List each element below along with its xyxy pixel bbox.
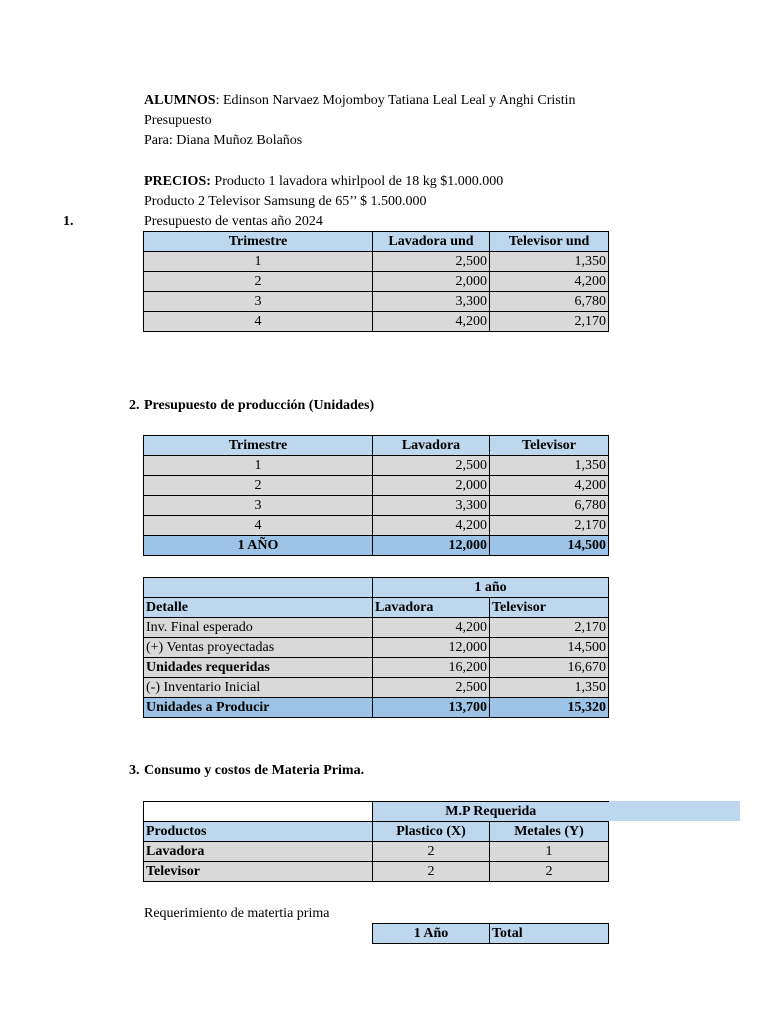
table-cell: 3,300	[373, 496, 490, 516]
section2-number: 2.	[129, 398, 140, 413]
table-cell: 2,170	[490, 618, 609, 638]
table-cell: 1	[490, 842, 609, 862]
raw-material-table	[143, 801, 609, 882]
total-cell: 14,500	[490, 536, 609, 556]
table-total-row	[144, 536, 609, 556]
table-cell: 4,200	[373, 312, 490, 332]
group-header: M.P Requerida	[373, 802, 609, 822]
table-cell: 2	[490, 862, 609, 882]
table-cell: 16,200	[373, 658, 490, 678]
column-header: Total	[490, 924, 609, 944]
column-header: Trimestre	[144, 232, 373, 252]
column-header: Productos	[144, 822, 373, 842]
section1-title: Presupuesto de ventas año 2024	[144, 214, 323, 229]
table-cell: 2,500	[373, 678, 490, 698]
table-cell: 1	[144, 252, 373, 272]
table-cell: 1,350	[490, 678, 609, 698]
table-header-row	[373, 924, 609, 944]
section1-number: 1.	[63, 214, 74, 229]
producto1-text: Producto 1 lavadora whirlpool de 18 kg $1.000.000	[210, 174, 504, 189]
column-header: 1 Año	[373, 924, 490, 944]
units-to-produce-table	[143, 577, 609, 718]
table-row	[144, 456, 609, 476]
document-subtitle: Presupuesto	[144, 113, 212, 128]
total-cell: 12,000	[373, 536, 490, 556]
column-header: Trimestre	[144, 436, 373, 456]
section2-title: Presupuesto de producción (Unidades)	[144, 398, 375, 413]
precios-label: PRECIOS:	[144, 174, 211, 189]
column-header: Televisor	[490, 598, 609, 618]
table-row	[144, 842, 609, 862]
table-cell: 1,350	[490, 252, 609, 272]
table-cell: Lavadora	[144, 842, 373, 862]
table-cell: 12,000	[373, 638, 490, 658]
table-cell: 2,000	[373, 476, 490, 496]
column-header: Lavadora	[373, 598, 490, 618]
table-row	[144, 516, 609, 536]
requerimiento-text: Requerimiento de matertia prima	[144, 906, 330, 921]
period-header: 1 año	[373, 578, 609, 598]
empty-cell	[144, 802, 373, 822]
sales-budget-table	[143, 231, 609, 332]
table-cell: 6,780	[490, 292, 609, 312]
column-header: Televisor und	[490, 232, 609, 252]
table-row	[144, 272, 609, 292]
table-cell: 16,670	[490, 658, 609, 678]
table-cell: 2,500	[373, 252, 490, 272]
total-label: Unidades a Producir	[144, 698, 373, 718]
table-cell: 2	[144, 476, 373, 496]
table-cell: 2	[373, 842, 490, 862]
table-cell: 4	[144, 516, 373, 536]
table-cell: 3,300	[373, 292, 490, 312]
table-cell: 2	[373, 862, 490, 882]
table-row	[144, 496, 609, 516]
table-cell: 1	[144, 456, 373, 476]
table-total-row	[144, 698, 609, 718]
table-header-row	[144, 822, 609, 842]
table-cell: 14,500	[490, 638, 609, 658]
table-cell: 4,200	[490, 476, 609, 496]
precios-line	[144, 172, 503, 192]
total-cell: 15,320	[490, 698, 609, 718]
alumnos-line	[144, 91, 576, 111]
table-cell: 4,200	[373, 516, 490, 536]
table-row	[144, 292, 609, 312]
table-row	[144, 638, 609, 658]
table-cell: 2,500	[373, 456, 490, 476]
table-row	[144, 252, 609, 272]
table-cell: (+) Ventas proyectadas	[144, 638, 373, 658]
table-group-row	[144, 802, 609, 822]
section3-number: 3.	[129, 763, 140, 778]
table-row	[144, 312, 609, 332]
column-header: Televisor	[490, 436, 609, 456]
alumnos-names: : Edinson Narvaez Mojomboy Tatiana Leal Leal y Anghi Cristin	[215, 93, 576, 108]
table-cell: 2	[144, 272, 373, 292]
total-label: 1 AÑO	[144, 536, 373, 556]
table-cell: 2,170	[490, 516, 609, 536]
table-cell: 4	[144, 312, 373, 332]
table-header-row	[144, 436, 609, 456]
empty-header-cell	[144, 578, 373, 598]
header-fill-extension	[607, 801, 740, 821]
column-header: Detalle	[144, 598, 373, 618]
table-group-row	[144, 578, 609, 598]
table-header-row	[144, 232, 609, 252]
table-cell: 3	[144, 496, 373, 516]
table-row	[144, 476, 609, 496]
alumnos-label: ALUMNOS	[144, 93, 216, 108]
table-row	[144, 678, 609, 698]
recipient-line: Para: Diana Muñoz Bolaños	[144, 133, 303, 148]
requirement-table	[372, 923, 609, 944]
table-cell: (-) Inventario Inicial	[144, 678, 373, 698]
table-cell: Inv. Final esperado	[144, 618, 373, 638]
column-header: Metales (Y)	[490, 822, 609, 842]
table-row	[144, 618, 609, 638]
table-cell: Unidades requeridas	[144, 658, 373, 678]
table-header-row	[144, 598, 609, 618]
table-cell: 2,170	[490, 312, 609, 332]
producto2-text: Producto 2 Televisor Samsung de 65’’ $ 1.500.000	[144, 194, 427, 209]
table-cell: 6,780	[490, 496, 609, 516]
total-cell: 13,700	[373, 698, 490, 718]
column-header: Lavadora und	[373, 232, 490, 252]
table-cell: 4,200	[490, 272, 609, 292]
table-cell: 4,200	[373, 618, 490, 638]
section3-title: Consumo y costos de Materia Prima.	[144, 763, 365, 778]
production-budget-table	[143, 435, 609, 556]
table-cell: 2,000	[373, 272, 490, 292]
column-header: Plastico (X)	[373, 822, 490, 842]
table-row	[144, 658, 609, 678]
table-cell: 1,350	[490, 456, 609, 476]
column-header: Lavadora	[373, 436, 490, 456]
table-cell: 3	[144, 292, 373, 312]
table-cell: Televisor	[144, 862, 373, 882]
table-row	[144, 862, 609, 882]
